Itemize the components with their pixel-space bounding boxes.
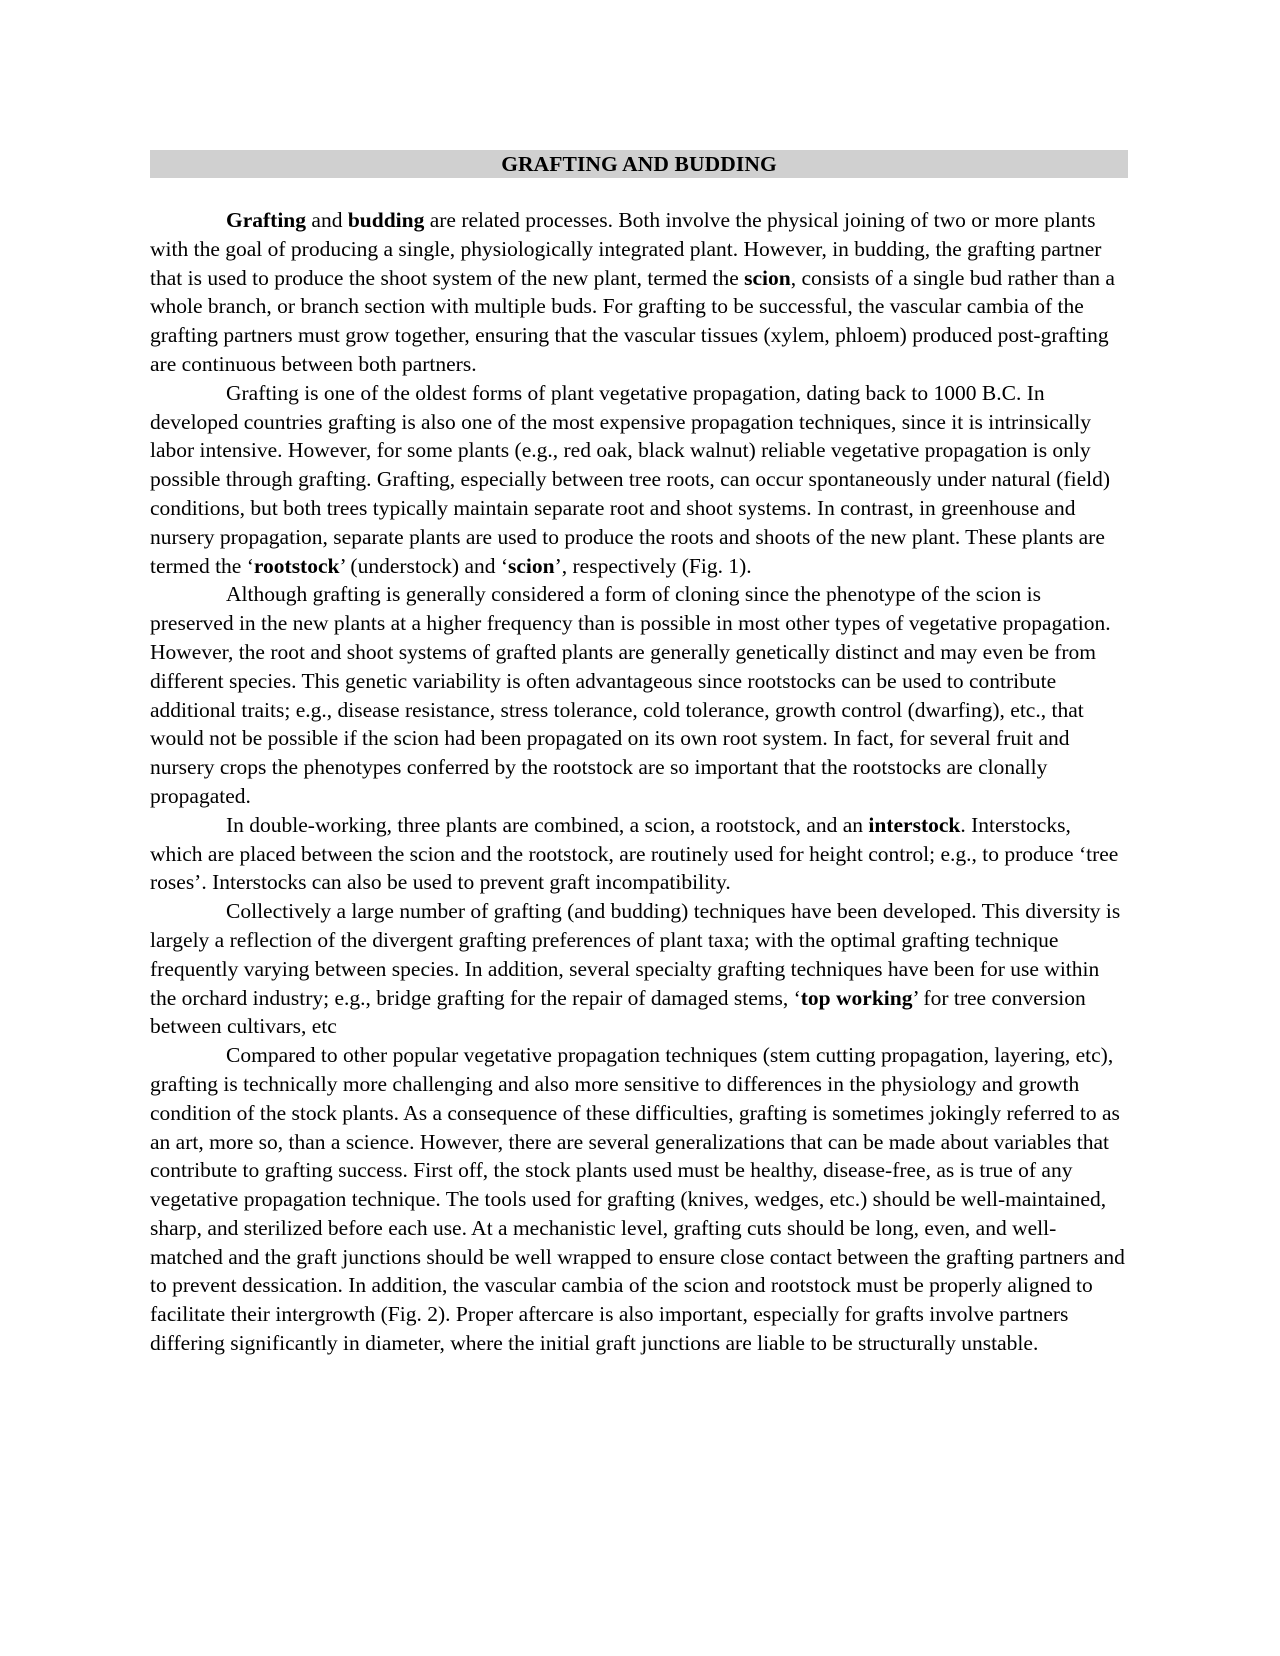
paragraph-text: Collectively a large number of grafting (and budding) techniques have been developed. This diversity is largely a reflection of the divergent grafting preferences of plant taxa; with the optimal grafting technique frequently varying between species. In addition, several specialty grafting techniques have been for use within the orchard industry; e.g., bridge grafting for the repair of damaged stems, ‘ xyxy=(150,899,1121,1010)
term-interstock: interstock xyxy=(868,812,961,837)
term-grafting: Grafting xyxy=(226,208,307,232)
paragraph-5 xyxy=(150,897,1128,1041)
paragraph-2 xyxy=(150,379,1128,581)
paragraph-text: Grafting is one of the oldest forms of plant vegetative propagation, dating back to 1000 B.C. In developed countries grafting is also one of the most expensive propagation techniques, since it is intrinsically labor intensive. However, for some plants (e.g., red oak, black walnut) reliable vegetative propagation is only possible through grafting. Grafting, especially between tree roots, can occur spontaneously under natural (field) conditions, but both trees typically maintain separate root and shoot systems. In contrast, in greenhouse and nursery propagation, separate plants are used to produce the roots and shoots of the new plant. These plants are termed the ‘ xyxy=(150,380,1111,578)
term-budding: budding xyxy=(347,208,425,232)
paragraph-1 xyxy=(150,206,1128,379)
term-rootstock: rootstock xyxy=(253,553,340,578)
document-page xyxy=(150,150,1128,1358)
term-scion: scion xyxy=(744,265,791,290)
paragraph-6 xyxy=(150,1041,1128,1358)
paragraph-4 xyxy=(150,811,1128,897)
document-body xyxy=(150,206,1128,1358)
paragraph-text: ’ (understock) and ‘ xyxy=(339,553,509,578)
paragraph-text: are related processes. Both involve the physical joining of two or more plants with the goal of producing a single, physiologically integrated plant. However, in budding, the grafting partner that is used to produce the shoot system of the new plant, termed the xyxy=(150,208,1102,290)
paragraph-text: , consists of a single bud rather than a whole branch, or branch section with multiple buds. For grafting to be successful, the vascular cambia of the grafting partners must grow together, ensuring that the vascular tissues (xylem, phloem) produced post-grafting are continuous between both partners. xyxy=(150,265,1115,376)
document-title: GRAFTING AND BUDDING xyxy=(150,150,1128,178)
paragraph-text: . Interstocks, which are placed between the scion and the rootstock, are routinely used for height control; e.g., to produce ‘tree roses’. Interstocks can also be used to prevent graft incompatibility. xyxy=(150,812,1119,895)
paragraph-text: and xyxy=(306,208,348,232)
term-scion: scion xyxy=(508,553,555,578)
paragraph-3 xyxy=(150,580,1128,810)
term-top-working: top working xyxy=(800,985,913,1010)
paragraph-text: Although grafting is generally considered a form of cloning since the phenotype of the scion is preserved in the new plants at a higher frequency than is possible in most other types of vegetative propagation. However, the root and shoot systems of grafted plants are generally genetically distinct and may even be from different species. This genetic variability is often advantageous since rootstocks can be used to contribute additional traits; e.g., disease resistance, stress tolerance, cold tolerance, growth control (dwarfing), etc., that would not be possible if the scion had been propagated on its own root system. In fact, for several fruit and nursery crops the phenotypes conferred by the rootstock are so important that the rootstocks are clonally propagated. xyxy=(150,582,1111,808)
paragraph-text: In double-working, three plants are combined, a scion, a rootstock, and an xyxy=(226,812,869,837)
paragraph-text: Compared to other popular vegetative propagation techniques (stem cutting propagation, layering, etc), grafting is technically more challenging and also more sensitive to differences in the physiology and growth condition of the stock plants. As a consequence of these difficulties, grafting is sometimes jokingly referred to as an art, more so, than a science. However, there are several generalizations that can be made about variables that contribute to grafting success. First off, the stock plants used must be healthy, disease-free, as is true of any vegetative propagation technique. The tools used for grafting (knives, wedges, etc.) should be well-maintained, sharp, and sterilized before each use. At a mechanistic level, grafting cuts should be long, even, and well-matched and the graft junctions should be well wrapped to ensure close contact between the grafting partners and to prevent dessication. In addition, the vascular cambia of the scion and rootstock must be properly aligned to facilitate their intergrowth (Fig. 2). Proper aftercare is also important, especially for grafts involve partners differing significantly in diameter, where the initial graft junctions are liable to be structurally unstable. xyxy=(150,1043,1125,1356)
paragraph-text: ’, respectively (Fig. 1). xyxy=(554,553,752,578)
paragraph-text: ’ for tree conversion between cultivars, etc xyxy=(150,985,1086,1039)
